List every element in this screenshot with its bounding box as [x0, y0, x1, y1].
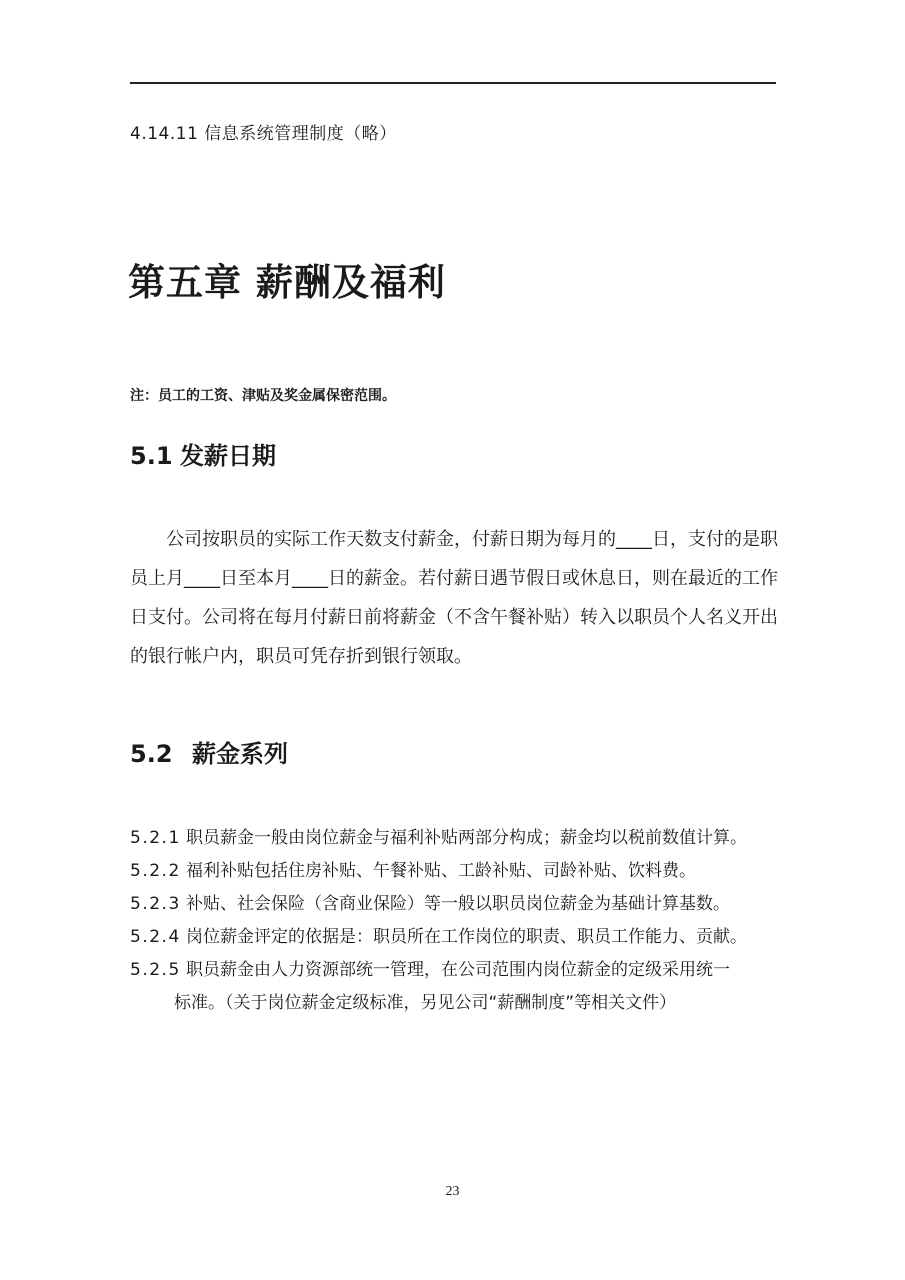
header-rule — [130, 82, 776, 84]
item-number: 5.2.5 — [130, 960, 181, 980]
page-number: 23 — [445, 1184, 460, 1199]
list-item — [130, 921, 790, 954]
chapter-title: 第五章 薪酬及福利 — [128, 261, 446, 304]
confidentiality-note: 注：员工的工资、津贴及奖金属保密范围。 — [130, 388, 396, 404]
section-5-2-heading — [130, 734, 288, 769]
list-item — [130, 822, 790, 855]
list-item — [130, 888, 790, 921]
item-continuation: 标准。（关于岗位薪金定级标准，另见公司“薪酬制度”等相关文件） — [174, 993, 677, 1013]
item-number: 5.2.3 — [130, 894, 181, 914]
item-number: 5.2.4 — [130, 927, 181, 947]
item-text: 补贴、社会保险（含商业保险）等一般以职员岗位薪金为基础计算基数。 — [186, 894, 730, 914]
section-number: 5.1 — [130, 442, 173, 470]
item-text: 岗位薪金评定的依据是：职员所在工作岗位的职责、职员工作能力、贡献。 — [186, 927, 747, 947]
section-title: 发薪日期 — [180, 442, 276, 470]
item-number: 5.2.2 — [130, 861, 181, 881]
previous-section-item: 4.14.11 信息系统管理制度（略） — [130, 124, 397, 144]
list-item — [130, 954, 790, 1020]
section-number: 5.2 — [130, 740, 173, 768]
section-title: 薪金系列 — [192, 740, 288, 768]
section-5-1-heading — [130, 436, 276, 471]
payday-paragraph: 公司按职员的实际工作天数支付薪金，付薪日期为每月的____日，支付的是职员上月____日至本月____日的薪金。若付薪日遇节假日或休息日，则在最近的工作日支付。公司将在每月付薪日前将薪金（不含午餐补贴）转入以职员个人名义开出的银行帐户内，职员可凭存折到银行领取。 — [130, 529, 778, 667]
item-text: 职员薪金由人力资源部统一管理，在公司范围内岗位薪金的定级采用统一 — [186, 960, 730, 980]
salary-items-list — [130, 822, 790, 1020]
item-text: 福利补贴包括住房补贴、午餐补贴、工龄补贴、司龄补贴、饮料费。 — [186, 861, 696, 881]
item-text: 职员薪金一般由岗位薪金与福利补贴两部分构成；薪金均以税前数值计算。 — [186, 828, 747, 848]
list-item — [130, 855, 790, 888]
item-number: 5.2.1 — [130, 828, 181, 848]
